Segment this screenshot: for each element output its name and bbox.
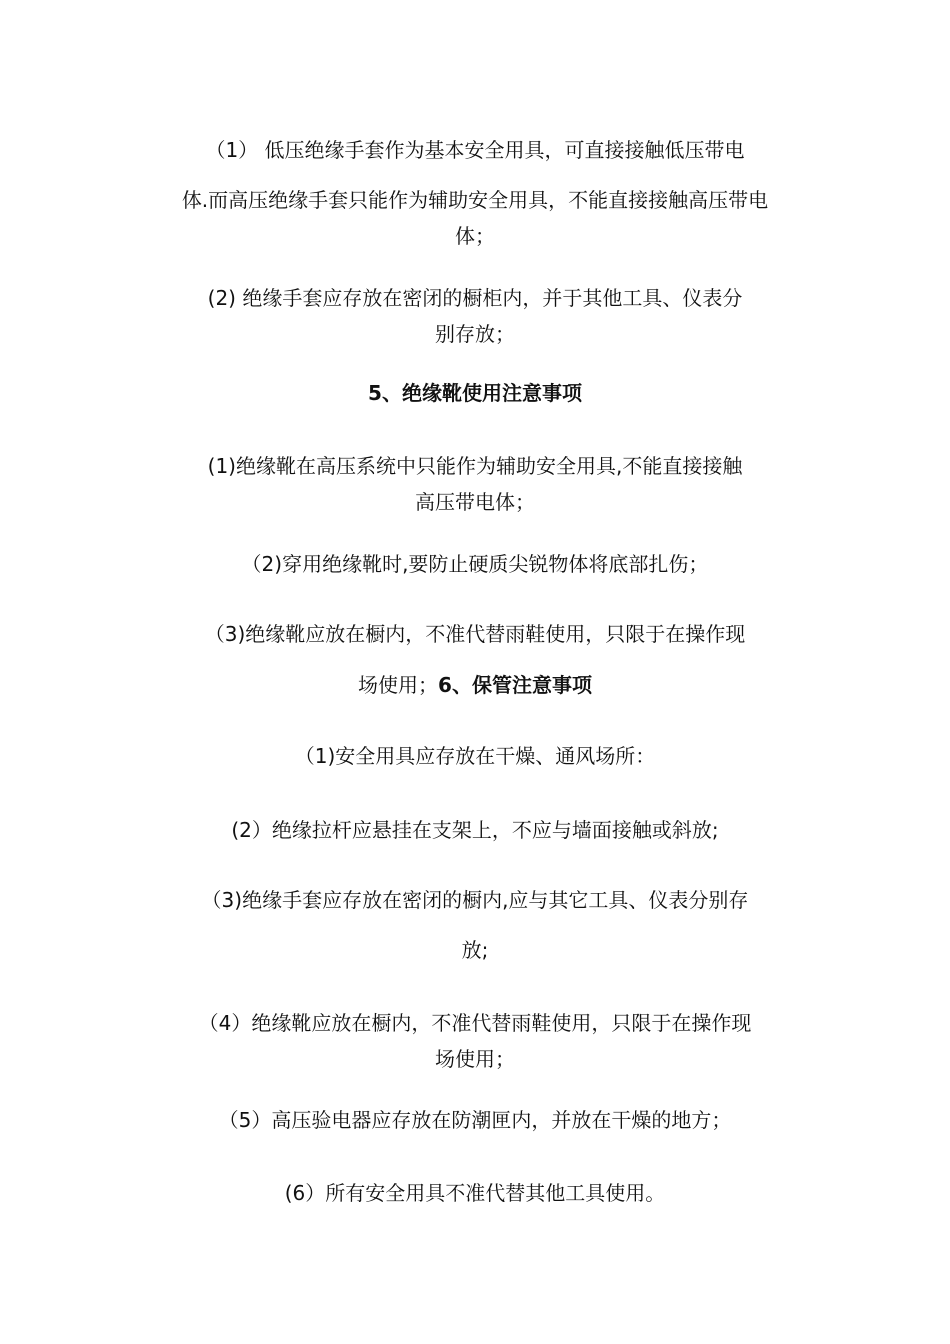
paragraph-line: （3)绝缘手套应存放在密闭的橱内,应与其它工具、仪表分别存	[201, 888, 749, 912]
paragraph-line: (6）所有安全用具不准代替其他工具使用。	[284, 1181, 666, 1205]
paragraph-line: 场使用；	[435, 1047, 515, 1071]
paragraph-line: 体；	[455, 224, 495, 248]
paragraph-line: （2)穿用绝缘靴时,要防止硬质尖锐物体将底部扎伤；	[241, 552, 709, 576]
paragraph-line: （1） 低压绝缘手套作为基本安全用具，可直接接触低压带电	[205, 138, 745, 162]
paragraph-line: (1)绝缘靴在高压系统中只能作为辅助安全用具,不能直接接触	[207, 454, 743, 478]
paragraph-line-tail: 场使用；	[358, 673, 439, 697]
paragraph-line: (2) 绝缘手套应存放在密闭的橱柜内，并于其他工具、仪表分	[207, 286, 743, 310]
paragraph-line: （5）高压验电器应存放在防潮匣内，并放在干燥的地方；	[218, 1108, 732, 1132]
paragraph-line: （1)安全用具应存放在干燥、通风场所：	[294, 744, 656, 768]
paragraph-line-with-heading	[145, 671, 805, 699]
paragraph-line: 体.而高压绝缘手套只能作为辅助安全用具，不能直接接触高压带电	[181, 188, 769, 212]
paragraph-line: （3)绝缘靴应放在橱内，不准代替雨鞋使用，只限于在操作现	[204, 622, 746, 646]
paragraph-line: 放;	[461, 938, 489, 962]
section-heading: 6、保管注意事项	[438, 673, 592, 697]
paragraph-line: 高压带电体；	[415, 490, 535, 514]
paragraph-line: （4）绝缘靴应放在橱内，不准代替雨鞋使用，只限于在操作现	[198, 1011, 752, 1035]
paragraph-line: (2）绝缘拉杆应悬挂在支架上，不应与墙面接触或斜放;	[231, 818, 719, 842]
paragraph-line: 别存放；	[435, 322, 515, 346]
section-heading: 5、绝缘靴使用注意事项	[368, 381, 582, 405]
